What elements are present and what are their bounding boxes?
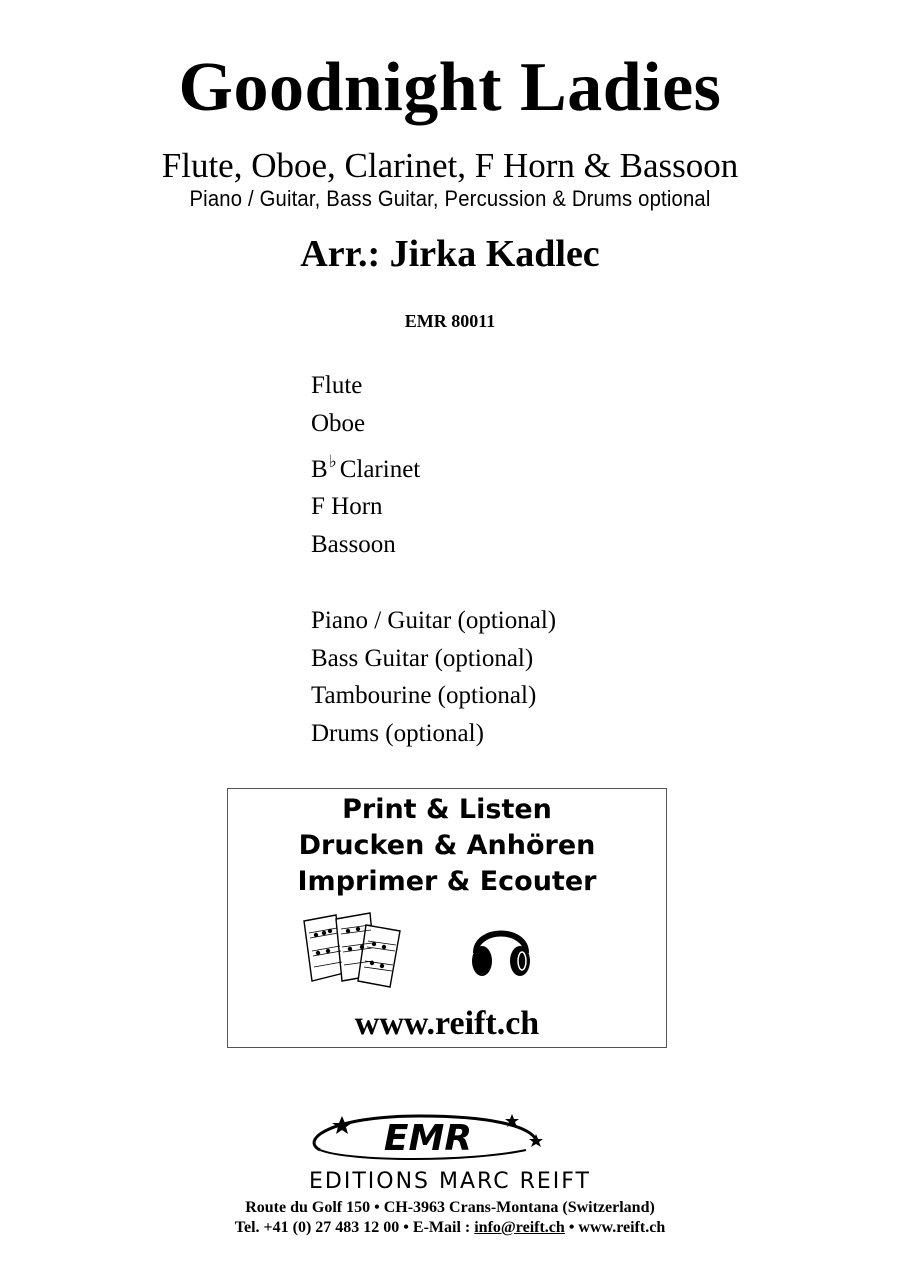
promo-line: Imprimer & Ecouter bbox=[297, 866, 597, 897]
emr-logo-text: EMR bbox=[383, 1118, 473, 1159]
instrument-item: Bass Guitar (optional) bbox=[311, 644, 534, 672]
clarinet-key: B bbox=[311, 455, 328, 483]
print-listen-box bbox=[227, 788, 667, 1048]
promo-line: Drucken & Anhören bbox=[298, 830, 596, 861]
instrument-item: Flute bbox=[311, 372, 363, 399]
sheet-music-icon bbox=[300, 911, 412, 989]
publisher-address: Route du Golf 150 • CH-3963 Crans-Montana (Switzerland) bbox=[245, 1199, 655, 1216]
instrument-item: Tambourine (optional) bbox=[311, 682, 537, 710]
clarinet-label: Clarinet bbox=[339, 455, 421, 483]
headphones-icon bbox=[468, 915, 534, 981]
instrument-item: F Horn bbox=[311, 493, 383, 521]
instrument-item: Bassoon bbox=[311, 531, 396, 559]
instrument-item: Oboe bbox=[311, 409, 366, 437]
instrument-item: Drums (optional) bbox=[311, 720, 484, 748]
instrument-list bbox=[311, 367, 556, 753]
instrument-item bbox=[311, 443, 556, 489]
list-spacer bbox=[311, 564, 556, 602]
instrument-item: Piano / Guitar (optional) bbox=[311, 606, 557, 634]
publisher-name: EDITIONS MARC REIFT bbox=[309, 1169, 591, 1194]
emr-logo bbox=[290, 1110, 550, 1166]
page-title: Goodnight Ladies bbox=[178, 49, 722, 126]
publisher-contact bbox=[0, 1218, 900, 1238]
flat-sign: ♭ bbox=[328, 451, 337, 471]
phone-label: Tel. +41 (0) 27 483 12 00 • E-Mail : bbox=[234, 1219, 475, 1236]
catalog-number: EMR 80011 bbox=[404, 311, 496, 331]
instrumentation-subtitle: Flute, Oboe, Clarinet, F Horn & Bassoon bbox=[161, 146, 739, 185]
arranger-credit: Arr.: Jirka Kadlec bbox=[300, 233, 600, 275]
email-link[interactable]: info@reift.ch bbox=[474, 1219, 565, 1236]
website-link[interactable]: www.reift.ch bbox=[354, 1005, 540, 1042]
promo-line: Print & Listen bbox=[342, 794, 552, 825]
web-address: • www.reift.ch bbox=[564, 1219, 666, 1236]
optional-instruments-line: Piano / Guitar, Bass Guitar, Percussion & Drums optional bbox=[189, 186, 711, 211]
